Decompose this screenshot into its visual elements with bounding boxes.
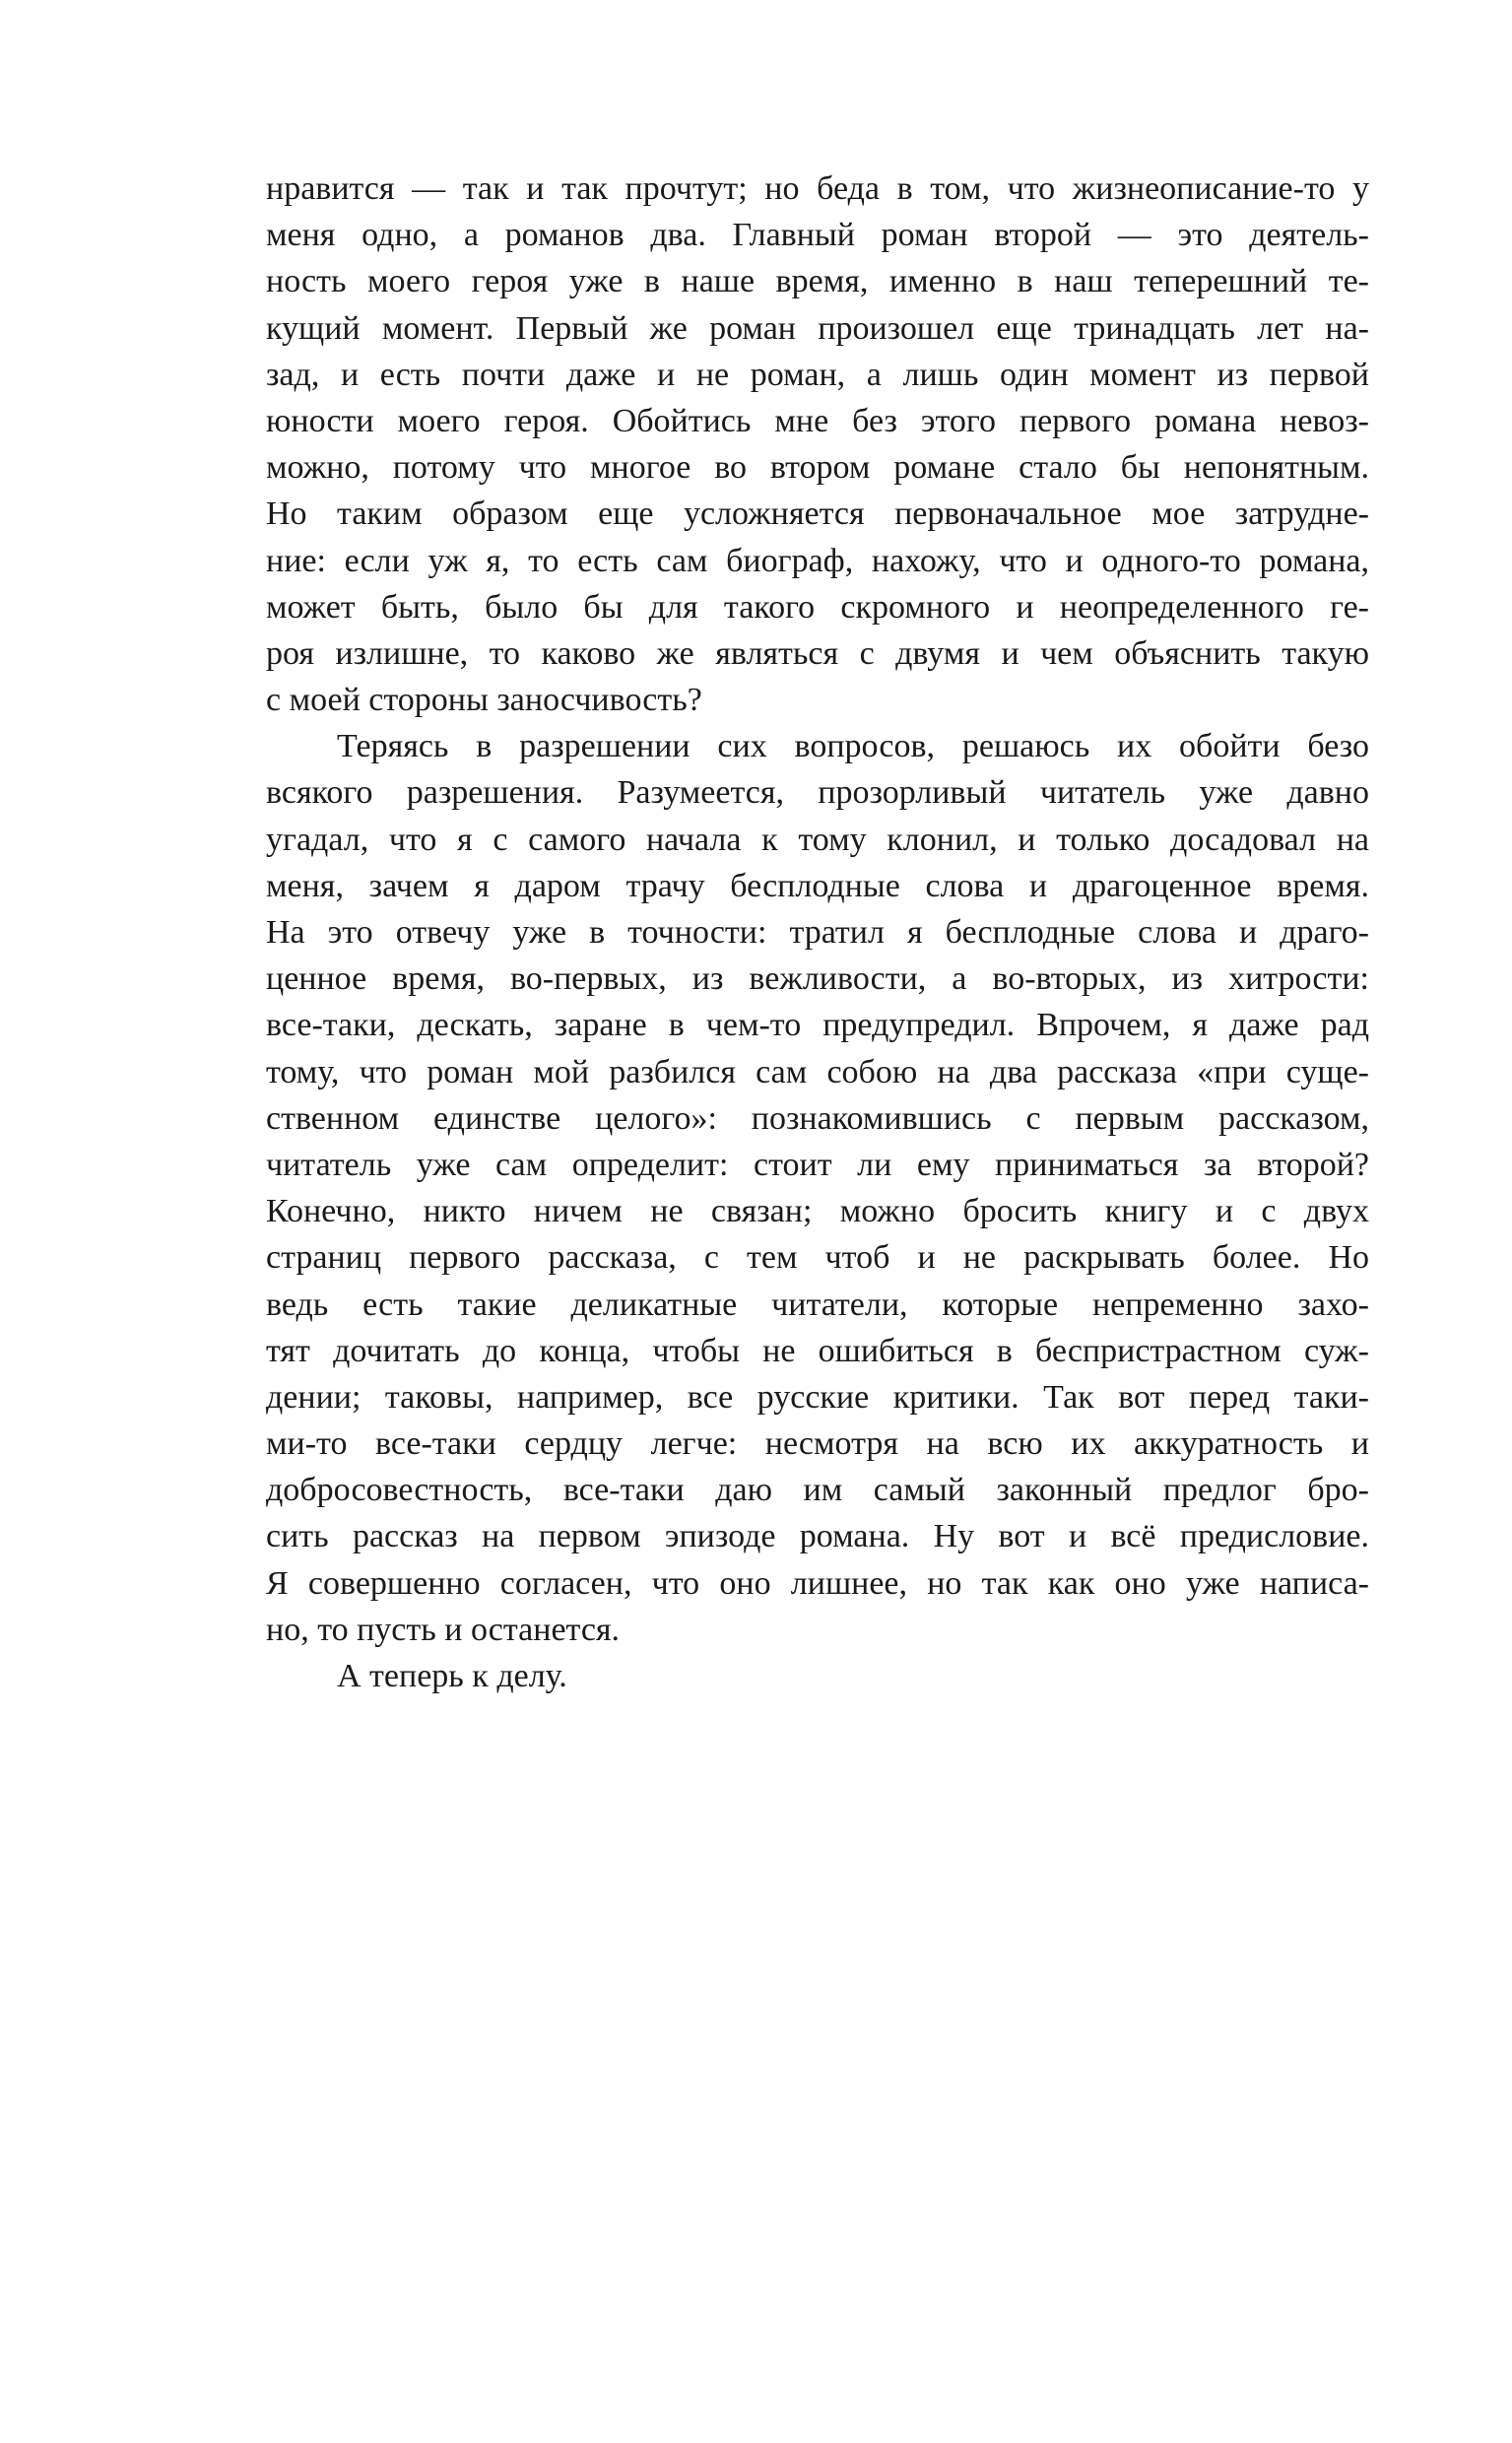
text-line: ние: если уж я, то есть сам биограф, нахожу, что и одного-то романа, <box>266 542 1369 579</box>
text-line: юности моего героя. Обойтись мне без этого первого романа невоз- <box>266 402 1369 439</box>
text-line: всякого разрешения. Разумеется, прозорливый читатель уже давно <box>266 774 1369 812</box>
text-line: Но таким образом еще усложняется первоначальное мое затрудне- <box>266 495 1369 533</box>
text-line: все-таки, дескать, заране в чем-то предупредил. Впрочем, я даже рад <box>266 1007 1369 1044</box>
text-line: тят дочитать до конца, чтобы не ошибиться в беспристрастном суж- <box>266 1332 1369 1369</box>
text-line: ность моего героя уже в наше время, именно в наш теперешний те- <box>266 263 1369 300</box>
text-line: но, то пусть и останется. <box>266 1611 621 1648</box>
text-line: Я совершенно согласен, что оно лишнее, но так как оно уже написа- <box>266 1564 1369 1602</box>
text-line: ценное время, во-первых, из вежливости, а во-вторых, из хитрости: <box>266 960 1369 998</box>
text-line: может быть, было бы для такого скромного и неопределенного ге- <box>266 588 1369 626</box>
text-line: кущий момент. Первый же роман произошел еще тринадцать лет на- <box>266 309 1369 347</box>
paragraph-1 <box>266 165 1369 723</box>
text-line: угадал, что я с самого начала к тому клонил, и только досадовал на <box>266 821 1369 858</box>
text-line: ми-то все-таки сердцу легче: несмотря на всю их аккуратность и <box>266 1425 1369 1463</box>
text-line: нравится — так и так прочтут; но беда в том, что жизнеописание-то у <box>266 170 1369 207</box>
text-line: На это отвечу уже в точности: тратил я бесплодные слова и драго- <box>266 914 1369 951</box>
text-line: меня, зачем я даром трачу бесплодные слова и драгоценное время. <box>266 867 1369 904</box>
body-text <box>266 165 1369 1699</box>
text-line: тому, что роман мой разбился сам собою на два рассказа «при суще- <box>266 1053 1369 1090</box>
text-line: ведь есть такие деликатные читатели, которые непременно захо- <box>266 1286 1369 1323</box>
text-line: Конечно, никто ничем не связан; можно бросить книгу и с двух <box>266 1193 1369 1230</box>
text-line: зад, и есть почти даже и не роман, а лишь один момент из первой <box>266 356 1369 393</box>
text-line: ственном единстве целого»: познакомившись с первым рассказом, <box>266 1099 1369 1137</box>
text-line: Теряясь в разрешении сих вопросов, решаюсь их обойти безо <box>337 728 1369 765</box>
paragraph-3 <box>266 1653 1369 1699</box>
text-line: роя излишне, то каково же являться с двумя и чем объяснить такую <box>266 634 1369 672</box>
text-line: меня одно, а романов два. Главный роман второй — это деятель- <box>266 217 1369 254</box>
text-line: можно, потому что многое во втором романе стало бы непонятным. <box>266 449 1369 487</box>
text-line: А теперь к делу. <box>337 1658 567 1694</box>
text-line: добросовестность, все-таки даю им самый законный предлог бро- <box>266 1472 1369 1509</box>
text-line: сить рассказ на первом эпизоде романа. Ну вот и всё предисловие. <box>266 1518 1369 1555</box>
text-line: с моей стороны заносчивость? <box>266 682 702 719</box>
paragraph-2 <box>266 723 1369 1653</box>
text-line: читатель уже сам определит: стоит ли ему приниматься за второй? <box>266 1146 1369 1183</box>
text-line: страниц первого рассказа, с тем чтоб и не раскрывать более. Но <box>266 1239 1369 1277</box>
text-line: дении; таковы, например, все русские критики. Так вот перед таки- <box>266 1378 1369 1416</box>
